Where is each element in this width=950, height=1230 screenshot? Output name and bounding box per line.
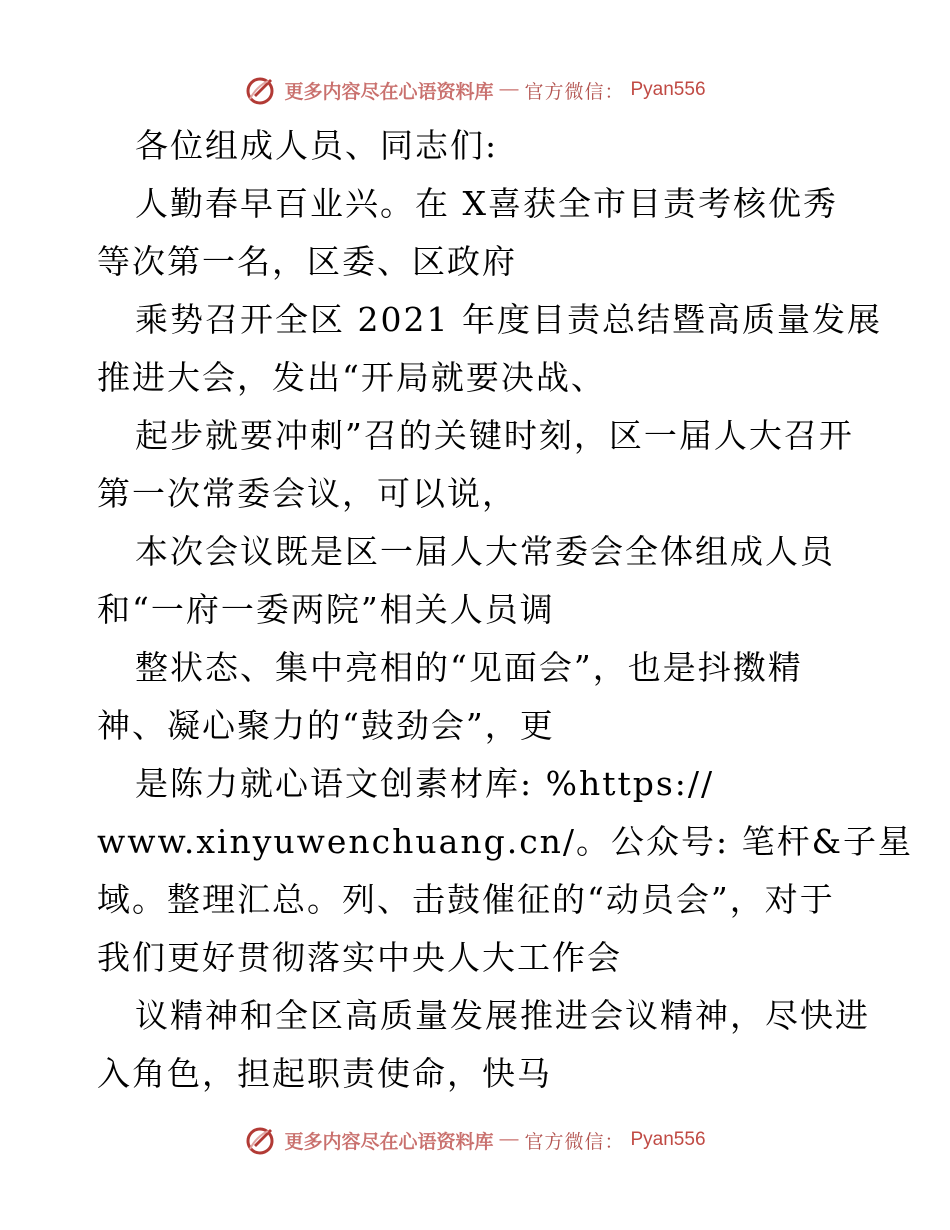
- document-line: 推进大会，发出“开局就要决战、: [97, 358, 606, 397]
- document-line: 是陈力就心语文创素材库: %https://: [135, 764, 715, 803]
- document-line: 各位组成人员、同志们:: [135, 126, 499, 165]
- document-line: 我们更好贯彻落实中央人大工作会: [97, 938, 622, 977]
- banner-dash: —: [499, 1129, 519, 1150]
- banner-main-text: 更多内容尽在心语资料库: [284, 1131, 494, 1153]
- document-line: 第一次常委会议，可以说，: [97, 474, 517, 513]
- document-line: 人勤春早百业兴。在 X喜获全市目责考核优秀: [135, 184, 838, 223]
- brand-logo-icon: [244, 1123, 278, 1157]
- document-line: 起步就要冲刺”召的关键时刻，区一届人大召开: [135, 416, 854, 455]
- document-line: 议精神和全区高质量发展推进会议精神，尽快进: [135, 996, 870, 1035]
- banner-wechat-label: 官方微信：: [524, 1131, 625, 1153]
- document-line: 入角色，担起职责使命，快马: [97, 1054, 552, 1093]
- document-line: 本次会议既是区一届人大常委会全体组成人员: [135, 532, 835, 571]
- banner-wechat-label: 官方微信：: [524, 81, 625, 103]
- banner-main-text: 更多内容尽在心语资料库: [284, 81, 494, 103]
- header-banner-content: [244, 73, 705, 107]
- header-watermark-banner: [0, 70, 950, 110]
- banner-wechat-id: Pyan556: [630, 79, 706, 100]
- document-line: 神、凝心聚力的“鼓劲会”，更: [97, 706, 555, 745]
- document-line: 域。整理汇总。列、击鼓催征的“动员会”，对于: [97, 880, 835, 919]
- document-body: [97, 117, 914, 1103]
- footer-watermark-banner: [0, 1120, 950, 1160]
- document-line: www.xinyuwenchuang.cn/。公众号: 笔杆&子星: [97, 822, 914, 861]
- brand-logo-icon: [244, 73, 278, 107]
- footer-banner-content: [244, 1123, 705, 1157]
- banner-wechat-id: Pyan556: [630, 1129, 706, 1150]
- document-line: 整状态、集中亮相的“见面会”，也是抖擞精: [135, 648, 803, 687]
- document-line: 乘势召开全区 2021 年度目责总结暨高质量发展: [135, 300, 882, 339]
- document-line: 和“一府一委两院”相关人员调: [97, 590, 555, 629]
- document-line: 等次第一名，区委、区政府: [97, 242, 517, 281]
- banner-dash: —: [499, 79, 519, 100]
